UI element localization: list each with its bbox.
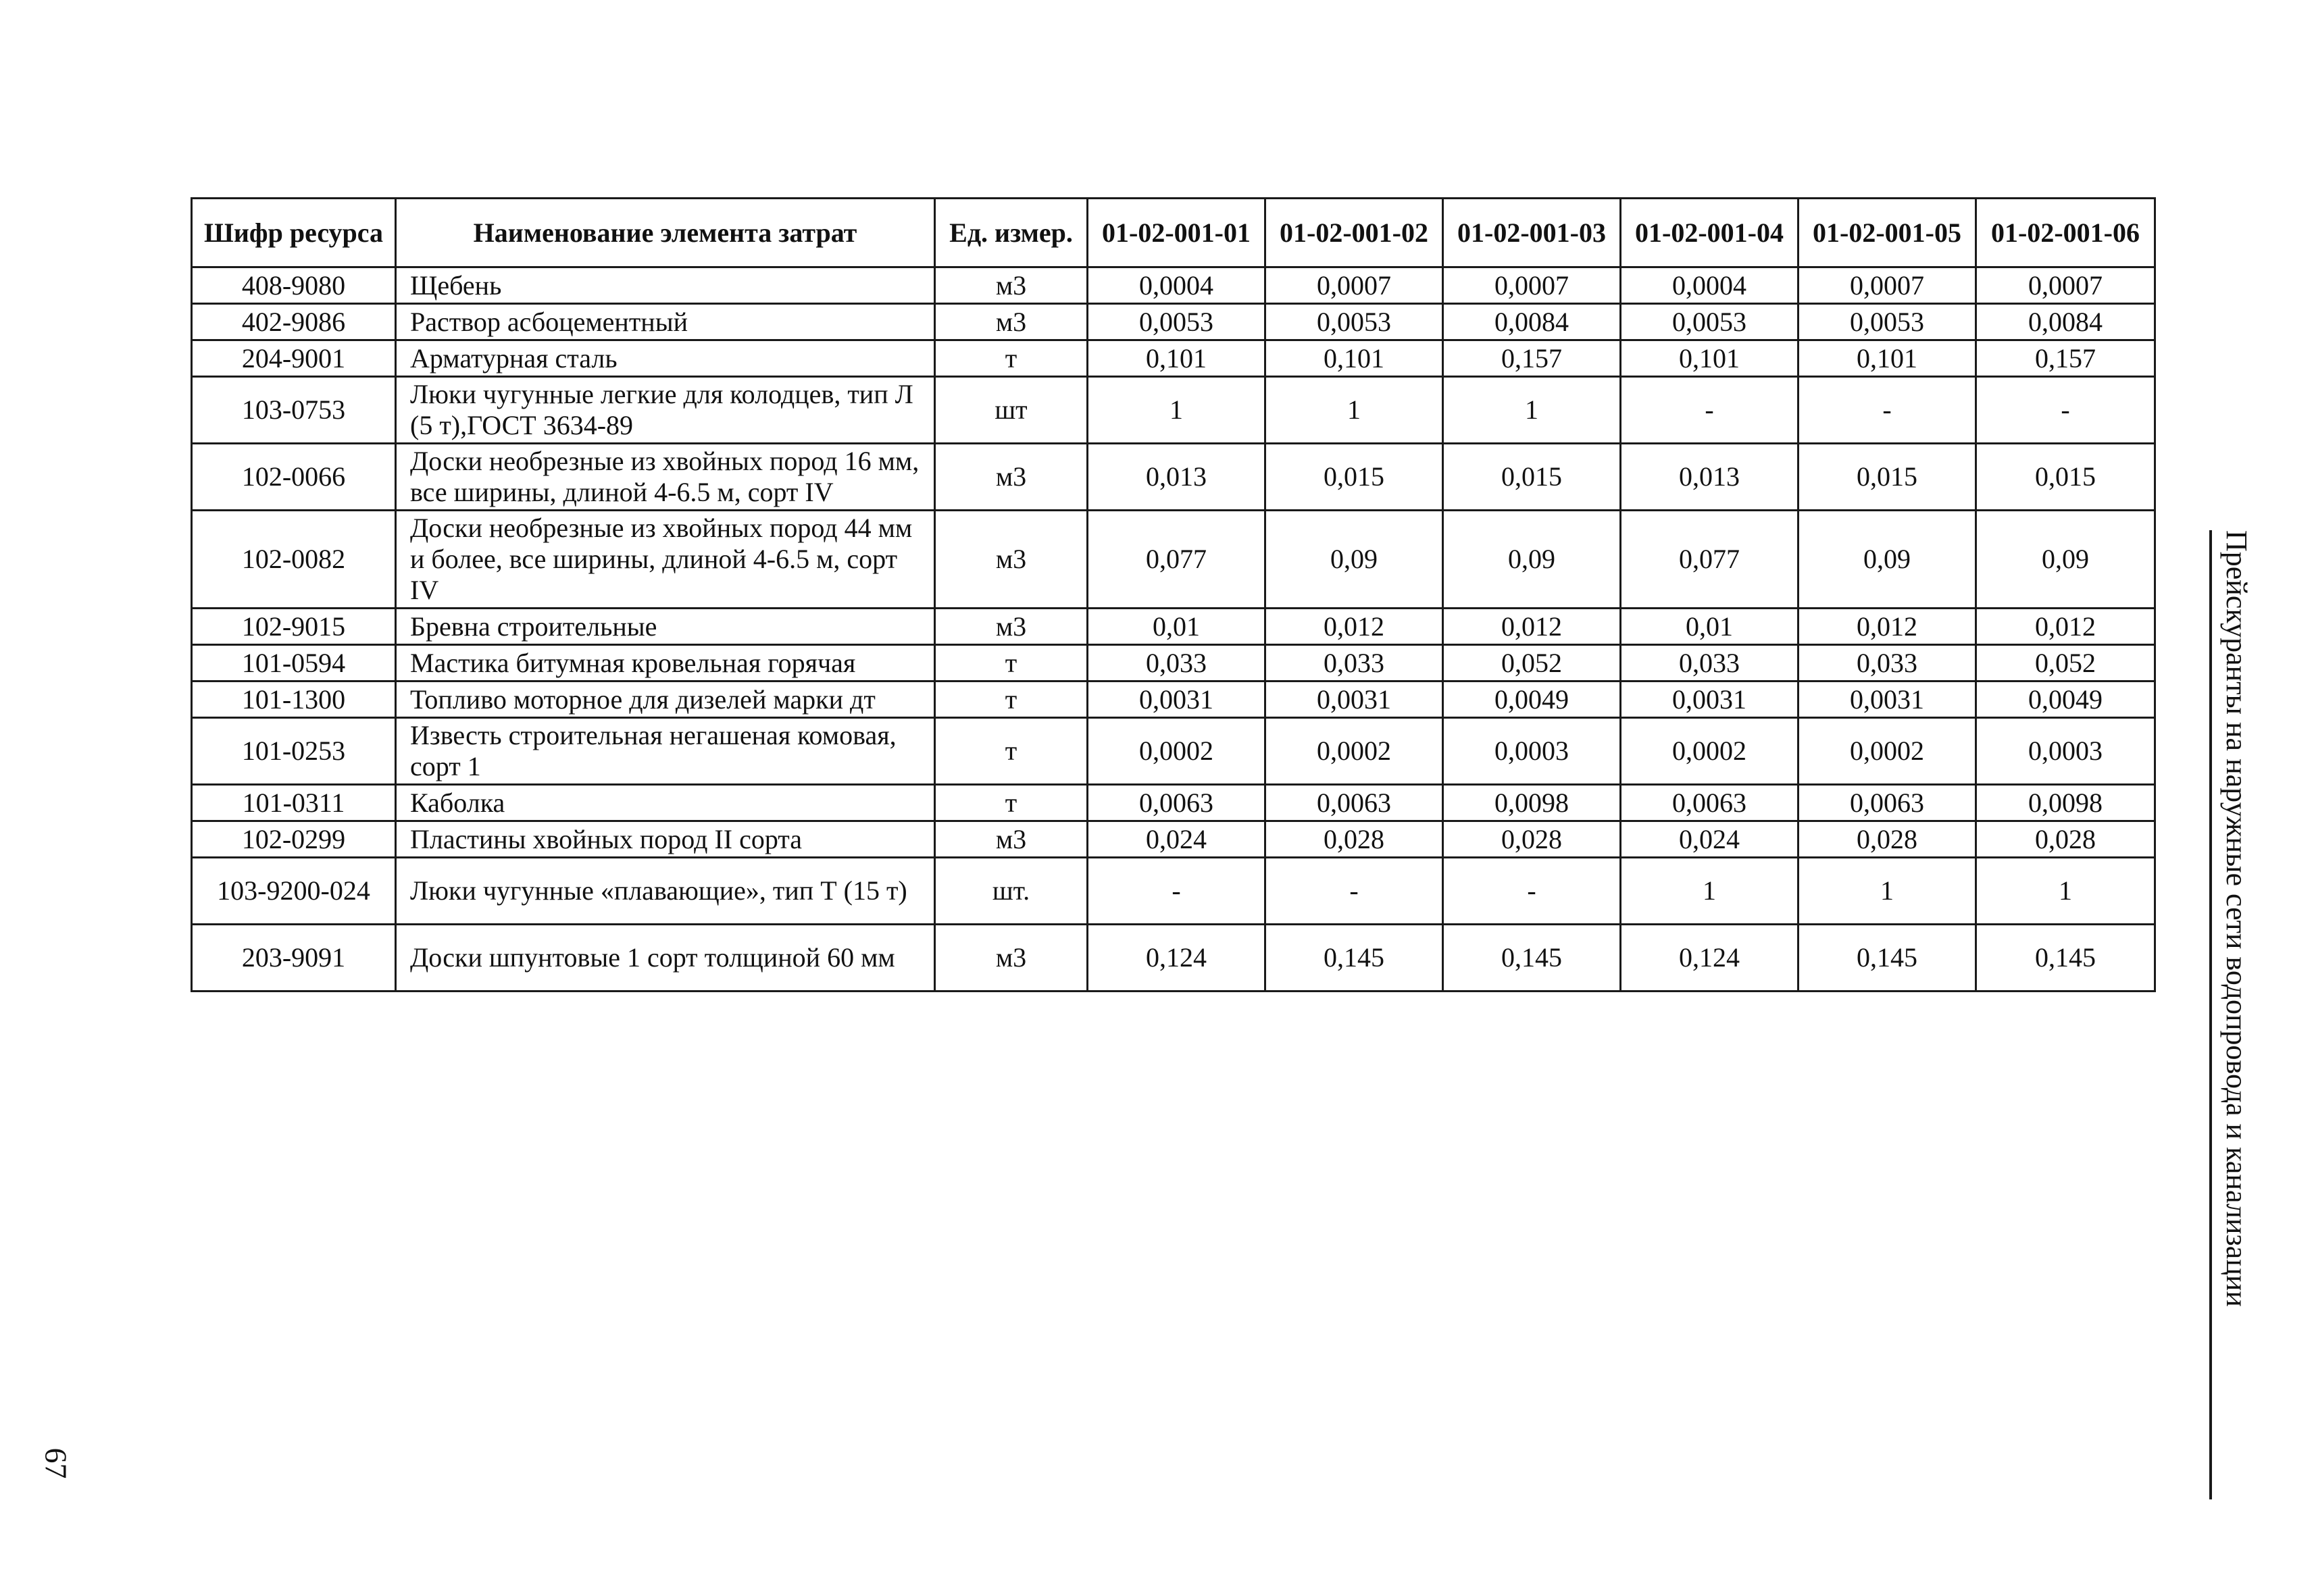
cell-value: 0,0053 [1265, 304, 1443, 340]
cell-value: 0,024 [1088, 821, 1265, 858]
cell-value: 0,157 [1976, 340, 2155, 377]
table-row [192, 858, 2155, 925]
cell-value: 0,0031 [1621, 681, 1799, 718]
cell-value: 0,0049 [1443, 681, 1621, 718]
cell-value: 0,028 [1799, 821, 1976, 858]
cell-value: 0,145 [1265, 925, 1443, 992]
cell-unit: т [935, 718, 1088, 785]
header-col-06: 01-02-001-06 [1976, 199, 2155, 267]
cell-value: 1 [1799, 858, 1976, 925]
table-row [192, 681, 2155, 718]
cell-value: 0,077 [1088, 511, 1265, 609]
cell-value: 0,0007 [1265, 267, 1443, 304]
cell-value: 0,052 [1976, 645, 2155, 681]
table-row [192, 444, 2155, 511]
header-col-05: 01-02-001-05 [1799, 199, 1976, 267]
cell-name: Доски необрезные из хвойных пород 44 мм и более, все ширины, длиной 4-6.5 м, сорт IV [396, 511, 935, 609]
cell-value: - [1088, 858, 1265, 925]
cell-value: 0,033 [1799, 645, 1976, 681]
cell-value: 0,0053 [1799, 304, 1976, 340]
table-body [192, 267, 2155, 992]
cell-code: 101-1300 [192, 681, 396, 718]
cell-value: - [1799, 377, 1976, 444]
table-row [192, 785, 2155, 821]
table-row [192, 377, 2155, 444]
cell-name: Раствор асбоцементный [396, 304, 935, 340]
cell-value: 0,0004 [1621, 267, 1799, 304]
cell-unit: шт [935, 377, 1088, 444]
cell-value: 0,077 [1621, 511, 1799, 609]
cell-unit: м3 [935, 511, 1088, 609]
cell-value: 0,0004 [1088, 267, 1265, 304]
cell-value: 0,0063 [1799, 785, 1976, 821]
cell-name: Люки чугунные «плавающие», тип Т (15 т) [396, 858, 935, 925]
cell-value: - [1976, 377, 2155, 444]
header-unit: Ед. измер. [935, 199, 1088, 267]
header-name: Наименование элемента затрат [396, 199, 935, 267]
cell-value: 0,052 [1443, 645, 1621, 681]
cell-name: Известь строительная негашеная комовая, сорт 1 [396, 718, 935, 785]
cell-value: 0,028 [1976, 821, 2155, 858]
cell-value: 0,0031 [1088, 681, 1265, 718]
cell-value: 0,0002 [1088, 718, 1265, 785]
cell-code: 102-0066 [192, 444, 396, 511]
cell-unit: м3 [935, 444, 1088, 511]
cell-value: 0,012 [1443, 609, 1621, 645]
table-row [192, 925, 2155, 992]
cell-name: Бревна строительные [396, 609, 935, 645]
cell-code: 102-0299 [192, 821, 396, 858]
cell-value: 0,09 [1976, 511, 2155, 609]
cell-value: 0,0007 [1976, 267, 2155, 304]
cell-value: 0,0084 [1443, 304, 1621, 340]
cell-value: 0,101 [1265, 340, 1443, 377]
table-row [192, 267, 2155, 304]
cell-unit: м3 [935, 821, 1088, 858]
cell-code: 102-0082 [192, 511, 396, 609]
cell-value: 0,0003 [1443, 718, 1621, 785]
cell-name: Каболка [396, 785, 935, 821]
cell-value: 0,015 [1443, 444, 1621, 511]
side-title: Прейскуранты на наружные сети водопровода и канализации [2220, 530, 2253, 1307]
side-title-frame [2209, 530, 2266, 1499]
cell-value: 1 [1443, 377, 1621, 444]
cell-value: 0,124 [1621, 925, 1799, 992]
cell-name: Доски шпунтовые 1 сорт толщиной 60 мм [396, 925, 935, 992]
cell-value: 0,0007 [1799, 267, 1976, 304]
cell-value: 1 [1621, 858, 1799, 925]
cell-name: Доски необрезные из хвойных пород 16 мм, все ширины, длиной 4-6.5 м, сорт IV [396, 444, 935, 511]
cell-value: 0,09 [1265, 511, 1443, 609]
table-row [192, 511, 2155, 609]
cell-unit: м3 [935, 267, 1088, 304]
table-row [192, 340, 2155, 377]
table-row [192, 821, 2155, 858]
table-row [192, 645, 2155, 681]
cell-value: 0,0031 [1265, 681, 1443, 718]
cell-value: - [1443, 858, 1621, 925]
cell-value: 0,0063 [1088, 785, 1265, 821]
cell-value: 1 [1976, 858, 2155, 925]
cell-value: 0,0063 [1265, 785, 1443, 821]
cell-value: 0,0007 [1443, 267, 1621, 304]
cell-code: 101-0311 [192, 785, 396, 821]
cell-value: 0,013 [1088, 444, 1265, 511]
cell-code: 103-9200-024 [192, 858, 396, 925]
cell-value: 0,01 [1088, 609, 1265, 645]
cell-value: 1 [1265, 377, 1443, 444]
cell-value: - [1621, 377, 1799, 444]
cell-code: 103-0753 [192, 377, 396, 444]
cell-name: Пластины хвойных пород II сорта [396, 821, 935, 858]
cell-name: Щебень [396, 267, 935, 304]
header-col-02: 01-02-001-02 [1265, 199, 1443, 267]
cell-name: Люки чугунные легкие для колодцев, тип Л (5 т),ГОСТ 3634-89 [396, 377, 935, 444]
cell-value: 0,015 [1799, 444, 1976, 511]
cell-value: 0,145 [1443, 925, 1621, 992]
cell-value: 0,0049 [1976, 681, 2155, 718]
cell-unit: т [935, 785, 1088, 821]
cell-code: 402-9086 [192, 304, 396, 340]
cell-value: 0,124 [1088, 925, 1265, 992]
cell-code: 408-9080 [192, 267, 396, 304]
cell-code: 101-0594 [192, 645, 396, 681]
cell-value: 0,01 [1621, 609, 1799, 645]
cell-value: 0,012 [1265, 609, 1443, 645]
cell-code: 203-9091 [192, 925, 396, 992]
cell-value: 0,101 [1621, 340, 1799, 377]
cell-name: Топливо моторное для дизелей марки дт [396, 681, 935, 718]
cell-value: 0,0002 [1621, 718, 1799, 785]
cell-value: 0,145 [1799, 925, 1976, 992]
cell-value: 0,013 [1621, 444, 1799, 511]
cell-value: 0,0098 [1976, 785, 2155, 821]
cell-value: 0,0031 [1799, 681, 1976, 718]
cell-code: 102-9015 [192, 609, 396, 645]
cell-name: Мастика битумная кровельная горячая [396, 645, 935, 681]
table-row [192, 304, 2155, 340]
cell-value: 0,028 [1443, 821, 1621, 858]
cell-value: 0,012 [1799, 609, 1976, 645]
resource-table [191, 197, 2156, 992]
cell-value: 0,028 [1265, 821, 1443, 858]
cell-value: 0,0002 [1799, 718, 1976, 785]
cell-unit: м3 [935, 925, 1088, 992]
cell-name: Арматурная сталь [396, 340, 935, 377]
cell-value: 0,033 [1621, 645, 1799, 681]
cell-value: 0,101 [1799, 340, 1976, 377]
table-row [192, 609, 2155, 645]
cell-unit: м3 [935, 609, 1088, 645]
header-col-01: 01-02-001-01 [1088, 199, 1265, 267]
cell-unit: м3 [935, 304, 1088, 340]
cell-value: 0,015 [1976, 444, 2155, 511]
cell-value: 0,024 [1621, 821, 1799, 858]
cell-code: 204-9001 [192, 340, 396, 377]
header-col-04: 01-02-001-04 [1621, 199, 1799, 267]
cell-value: 0,0003 [1976, 718, 2155, 785]
cell-value: 0,012 [1976, 609, 2155, 645]
cell-value: 0,033 [1088, 645, 1265, 681]
cell-value: 0,0084 [1976, 304, 2155, 340]
cell-value: 0,015 [1265, 444, 1443, 511]
cell-value: 0,09 [1799, 511, 1976, 609]
cell-code: 101-0253 [192, 718, 396, 785]
table-header-row [192, 199, 2155, 267]
cell-value: 0,0053 [1621, 304, 1799, 340]
cell-unit: т [935, 645, 1088, 681]
cell-value: 0,0053 [1088, 304, 1265, 340]
header-code: Шифр ресурса [192, 199, 396, 267]
cell-value: 0,033 [1265, 645, 1443, 681]
cell-value: 1 [1088, 377, 1265, 444]
header-col-03: 01-02-001-03 [1443, 199, 1621, 267]
cell-value: 0,157 [1443, 340, 1621, 377]
cell-value: 0,0002 [1265, 718, 1443, 785]
table-row [192, 718, 2155, 785]
cell-value: 0,145 [1976, 925, 2155, 992]
cell-unit: т [935, 681, 1088, 718]
cell-value: 0,0098 [1443, 785, 1621, 821]
page-number: 67 [39, 1447, 74, 1479]
cell-value: 0,09 [1443, 511, 1621, 609]
cell-unit: т [935, 340, 1088, 377]
cell-value: 0,101 [1088, 340, 1265, 377]
cell-value: - [1265, 858, 1443, 925]
cell-value: 0,0063 [1621, 785, 1799, 821]
cell-unit: шт. [935, 858, 1088, 925]
